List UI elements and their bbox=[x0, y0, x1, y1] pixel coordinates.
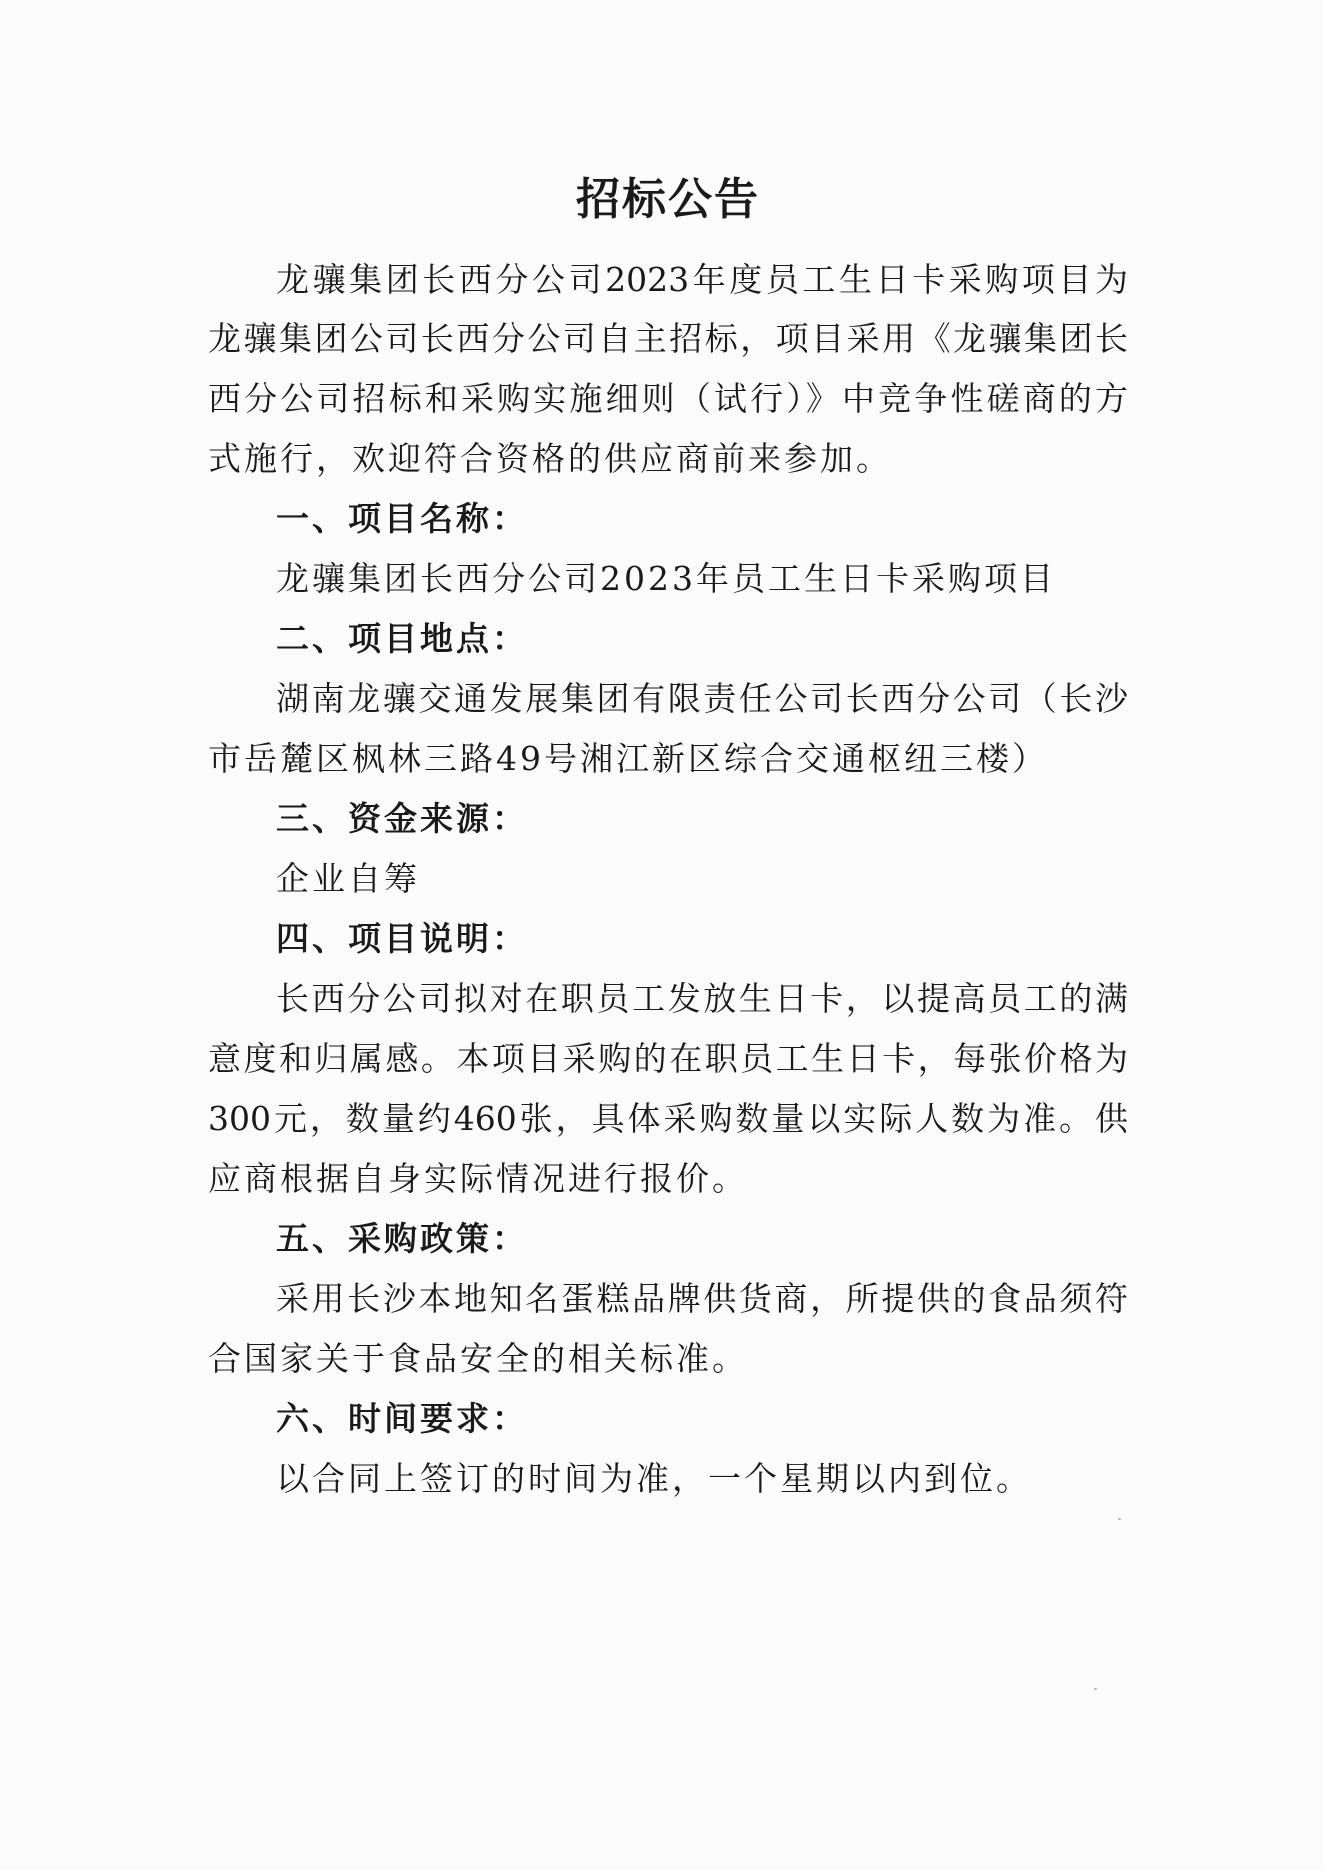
section-line: 300元，数量约460张，具体采购数量以实际人数为准。供 bbox=[208, 1099, 1128, 1138]
intro-line-2: 龙骧集团公司长西分公司自主招标，项目采用《龙骧集团长 bbox=[208, 319, 1128, 358]
section-line: 龙骧集团长西分公司2023年员工生日卡采购项目 bbox=[276, 559, 1056, 598]
section-line: 市岳麓区枫林三路49号湘江新区综合交通枢纽三楼） bbox=[208, 739, 1048, 778]
section-heading-project-description: 四、项目说明： bbox=[276, 919, 528, 958]
section-heading-time-requirement: 六、时间要求： bbox=[276, 1399, 528, 1438]
section-line: 湖南龙骧交通发展集团有限责任公司长西分公司（长沙 bbox=[276, 679, 1128, 718]
section-line: 应商根据自身实际情况进行报价。 bbox=[208, 1159, 748, 1198]
intro-line-3: 西分公司招标和采购实施细则（试行）》中竞争性磋商的方 bbox=[208, 379, 1128, 418]
section-heading-procurement-policy: 五、采购政策： bbox=[276, 1219, 528, 1258]
section-line: 意度和归属感。本项目采购的在职员工生日卡，每张价格为 bbox=[208, 1039, 1128, 1078]
section-line: 合国家关于食品安全的相关标准。 bbox=[208, 1339, 748, 1378]
section-line: 以合同上签订的时间为准，一个星期以内到位。 bbox=[276, 1459, 1032, 1498]
section-heading-project-location: 二、项目地点： bbox=[276, 619, 528, 658]
section-line: 采用长沙本地知名蛋糕品牌供货商，所提供的食品须符 bbox=[276, 1279, 1128, 1318]
section-heading-funding-source: 三、资金来源： bbox=[276, 799, 528, 838]
scan-speck bbox=[1094, 1688, 1097, 1690]
section-line: 长西分公司拟对在职员工发放生日卡，以提高员工的满 bbox=[276, 979, 1128, 1018]
intro-line-4: 式施行，欢迎符合资格的供应商前来参加。 bbox=[208, 439, 892, 478]
document-title: 招标公告 bbox=[576, 174, 760, 225]
intro-line-1: 龙骧集团长西分公司2023年度员工生日卡采购项目为 bbox=[276, 260, 1128, 299]
section-line: 企业自筹 bbox=[276, 859, 420, 898]
scan-speck bbox=[1118, 1518, 1121, 1520]
section-heading-project-name: 一、项目名称： bbox=[276, 499, 528, 538]
